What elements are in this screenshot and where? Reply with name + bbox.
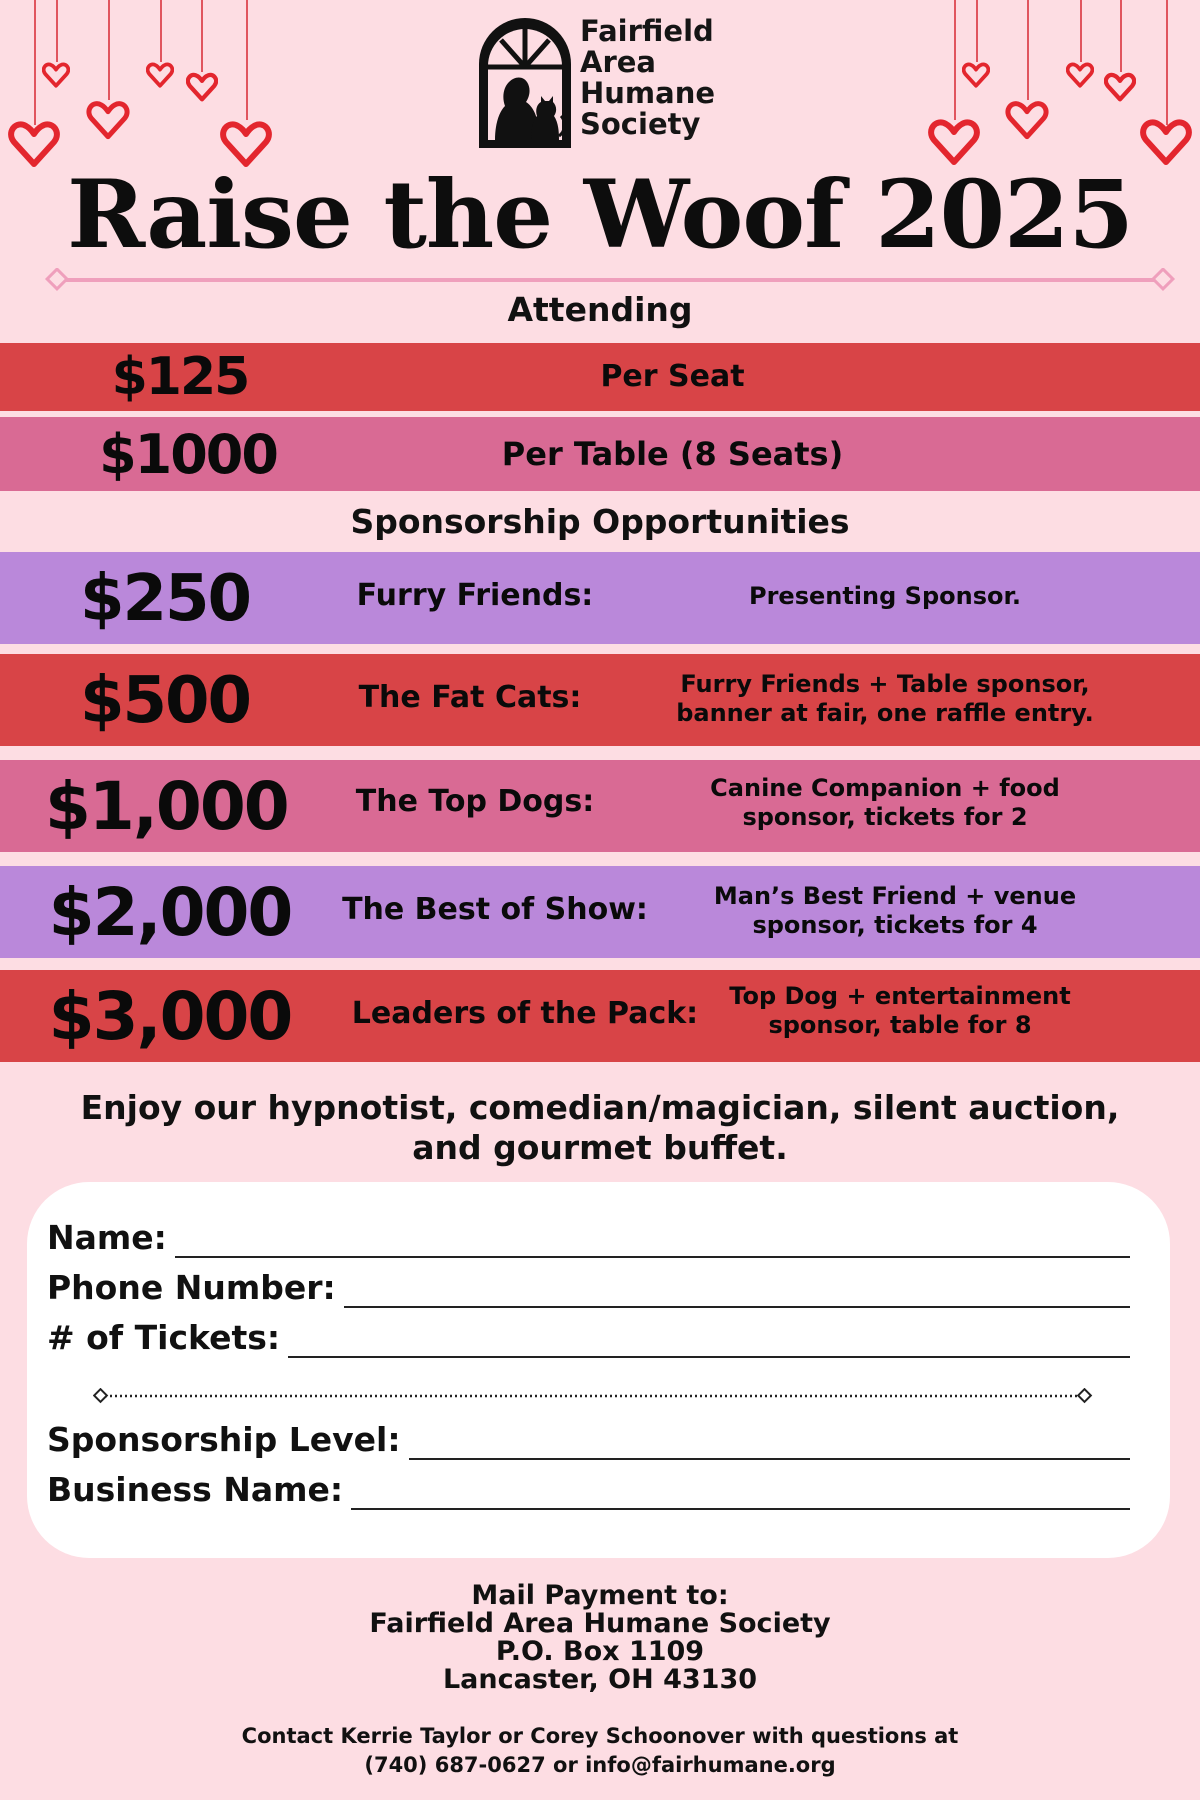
mail-line: P.O. Box 1109: [495, 1636, 705, 1667]
heart-icon: [1104, 72, 1136, 102]
heart-icon: [1005, 100, 1049, 140]
sponsorship-tier: [0, 970, 1200, 1062]
contact-block: [0, 1722, 1200, 1780]
heart-icon: [186, 72, 218, 102]
attending-price: $1000: [99, 423, 277, 486]
heart-icon: [146, 62, 174, 88]
business-label: Business Name:: [47, 1470, 344, 1509]
attending-row-seat: [0, 343, 1200, 411]
tier-description: [660, 582, 1110, 611]
organization-logo: [475, 12, 735, 152]
phone-field[interactable]: [344, 1272, 1130, 1308]
heart-icon: [962, 62, 990, 88]
event-features-text: Enjoy our hypnotist, comedian/magician, silent auction, and gourmet buffet.: [80, 1088, 1120, 1167]
business-field-row: [47, 1466, 1130, 1510]
org-name-line: Humane: [580, 76, 716, 110]
tier-name: Leaders of the Pack:: [351, 996, 699, 1031]
tier-description: [660, 774, 1110, 832]
tier-desc-line: Canine Companion + food: [710, 774, 1060, 802]
tier-name: The Top Dogs:: [355, 784, 595, 819]
contact-line: (740) 687-0627 or info@fairhumane.org: [364, 1753, 836, 1777]
tier-description: [670, 882, 1120, 940]
event-title: Raise the Woof 2025: [67, 160, 1133, 270]
phone-label: Phone Number:: [47, 1268, 336, 1307]
attending-heading: Attending: [507, 290, 693, 329]
tier-description: [680, 982, 1120, 1040]
tier-desc-line: sponsor, tickets for 2: [742, 803, 1028, 831]
tier-name: Furry Friends:: [356, 578, 594, 613]
phone-field-row: [47, 1264, 1130, 1308]
attending-label: Per Seat: [600, 359, 745, 394]
org-name-line: Area: [580, 45, 656, 79]
sponsorship-tier: [0, 760, 1200, 852]
tier-desc-line: Man’s Best Friend + venue: [713, 882, 1077, 910]
attending-row-table: [0, 417, 1200, 491]
tickets-field[interactable]: [288, 1322, 1130, 1358]
tickets-field-row: [47, 1314, 1130, 1358]
tier-desc-line: Top Dog + entertainment: [729, 982, 1071, 1010]
tier-description: [660, 670, 1110, 728]
tickets-label: # of Tickets:: [47, 1318, 281, 1357]
heart-icon: [86, 100, 130, 140]
sponsorship-field-row: [47, 1416, 1130, 1460]
name-label: Name:: [47, 1218, 167, 1257]
tier-name: The Best of Show:: [342, 892, 648, 927]
heart-icon: [1066, 62, 1094, 88]
mail-line: Fairfield Area Humane Society: [369, 1608, 831, 1639]
tier-name: The Fat Cats:: [358, 680, 582, 715]
attending-label: Per Table (8 Seats): [501, 435, 844, 473]
tier-desc-line: sponsor, tickets for 4: [752, 911, 1038, 939]
tier-desc-line: sponsor, table for 8: [768, 1011, 1032, 1039]
name-field-row: [47, 1214, 1130, 1258]
tier-desc-line: Presenting Sponsor.: [748, 582, 1021, 610]
sponsorship-tier: [0, 654, 1200, 746]
tier-price: $250: [79, 562, 251, 636]
sponsorship-heading: Sponsorship Opportunities: [350, 502, 850, 541]
tier-price: $500: [79, 664, 251, 738]
registration-form: [27, 1182, 1170, 1558]
organization-name: [580, 16, 715, 140]
tier-price: $1,000: [45, 768, 288, 845]
attending-price: $125: [111, 347, 249, 407]
sponsorship-tier: [0, 552, 1200, 644]
mail-line: Lancaster, OH 43130: [442, 1664, 758, 1695]
tier-desc-line: Furry Friends + Table sponsor,: [680, 670, 1090, 698]
sponsorship-tier: [0, 866, 1200, 958]
name-field[interactable]: [175, 1222, 1130, 1258]
window-pets-logo-icon: [475, 12, 575, 152]
mail-payment-block: [0, 1582, 1200, 1694]
org-name-line: Fairfield: [580, 14, 714, 48]
dotted-divider: [93, 1388, 1093, 1404]
sponsorship-level-field[interactable]: [409, 1424, 1130, 1460]
heart-icon: [42, 62, 70, 88]
business-name-field[interactable]: [351, 1474, 1130, 1510]
mail-heading: Mail Payment to:: [471, 1580, 729, 1611]
org-name-line: Society: [580, 107, 701, 141]
title-divider: [44, 268, 1176, 292]
tier-desc-line: banner at fair, one raffle entry.: [676, 699, 1094, 727]
sponsorship-label: Sponsorship Level:: [47, 1420, 401, 1459]
contact-line: Contact Kerrie Taylor or Corey Schoonover with questions at: [241, 1724, 959, 1748]
tier-price: $3,000: [48, 978, 292, 1055]
tier-price: $2,000: [48, 874, 292, 951]
